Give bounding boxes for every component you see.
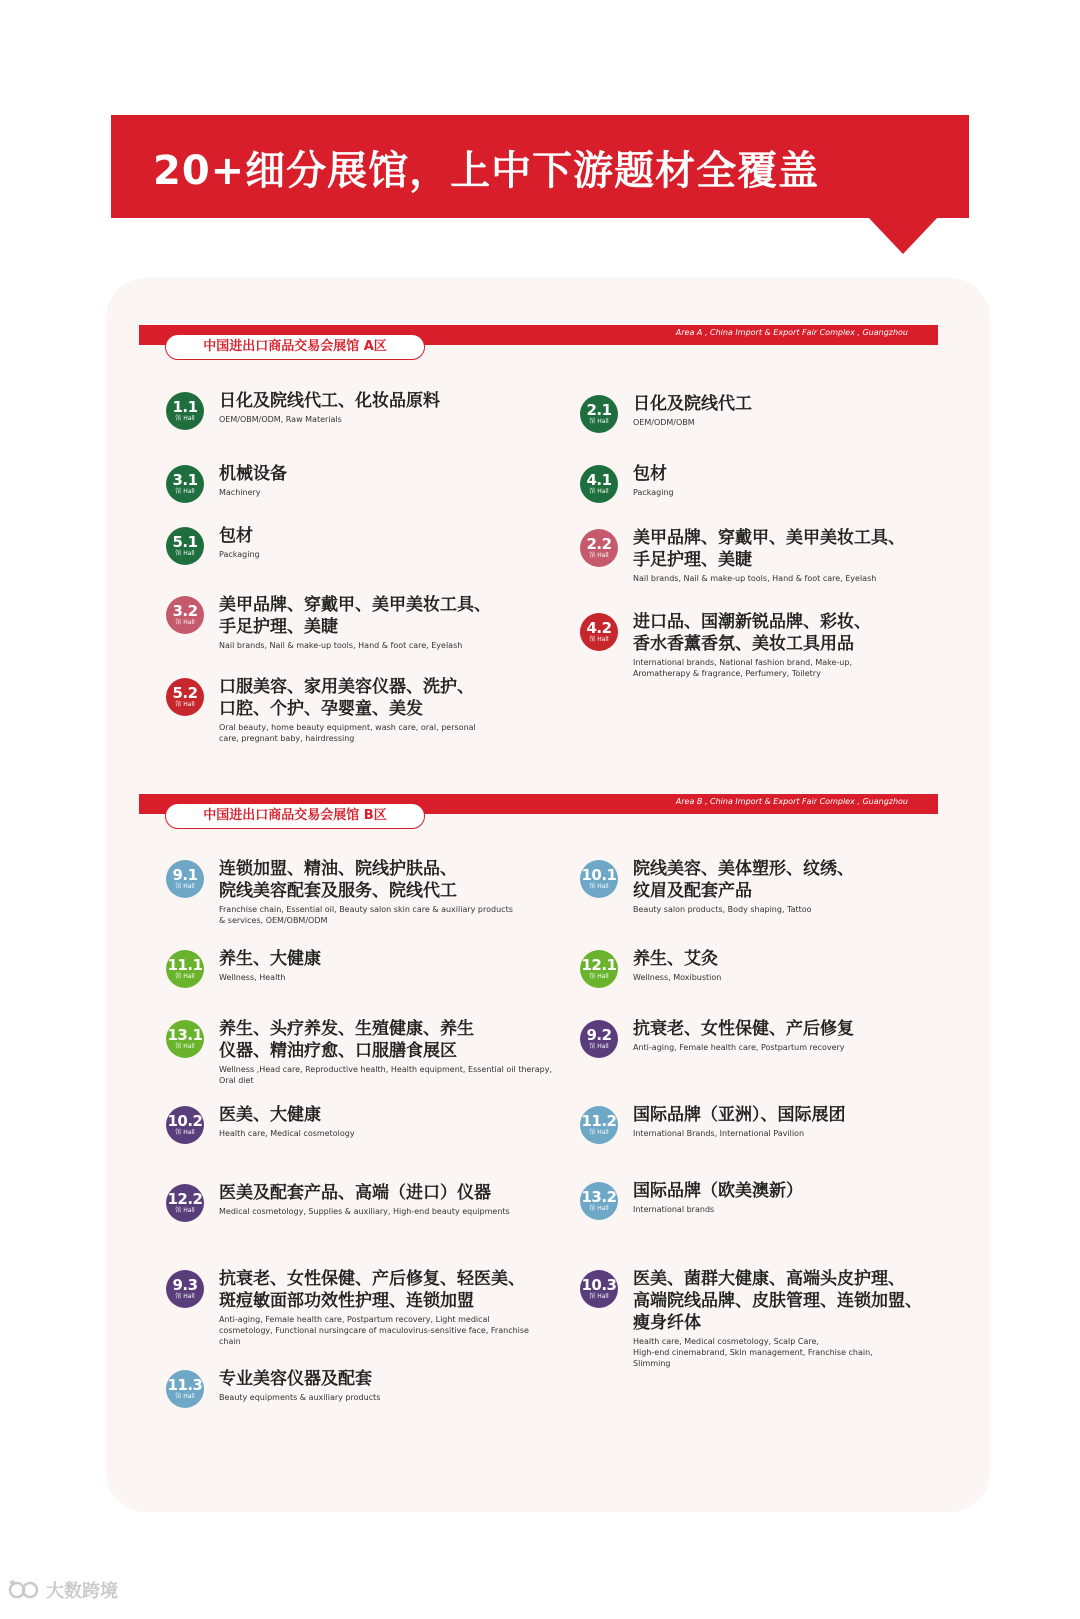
hall-number: 4.1: [586, 470, 612, 489]
hall-number-badge: [580, 860, 618, 898]
hall-number: 2.2: [586, 534, 612, 553]
hall-item: [580, 611, 871, 679]
banner-notch: [868, 217, 938, 254]
hall-number: 11.2: [581, 1111, 617, 1130]
hall-title-zh: 日化及院线代工: [633, 394, 752, 414]
hall-description: [219, 858, 513, 926]
hall-desc-en-line: & services, OEM/OBM/ODM: [219, 916, 328, 925]
hall-desc-en: [219, 414, 440, 425]
hall-desc-en-line: chain: [219, 1337, 241, 1346]
hall-label: 馆 Hall: [589, 882, 609, 890]
hall-desc-en-line: Oral beauty, home beauty equipment, wash care, oral, personal: [219, 723, 476, 732]
watermark: [8, 1577, 118, 1603]
hall-number: 1.1: [172, 397, 198, 416]
hall-number-badge: [580, 465, 618, 503]
hall-number-badge: [166, 1106, 204, 1144]
hall-item: [580, 948, 721, 988]
hall-description: [219, 525, 260, 560]
hall-label: 馆 Hall: [175, 1206, 195, 1214]
hall-title-zh: 医美、菌群大健康、高端头皮护理、: [633, 1269, 905, 1289]
hall-label: 馆 Hall: [175, 1042, 195, 1050]
hall-desc-en: [219, 487, 287, 498]
hall-number-badge: [580, 395, 618, 433]
hall-description: [219, 1182, 510, 1217]
hall-label: 馆 Hall: [589, 417, 609, 425]
watermark-text: 大数跨境: [46, 1581, 118, 1602]
section-a-tab: 中国进出口商品交易会展馆 A区: [165, 334, 425, 360]
hall-desc-en: [219, 972, 321, 983]
hall-desc-en: [219, 722, 476, 744]
hall-number: 9.2: [586, 1025, 612, 1044]
hall-desc-en-line: Oral diet: [219, 1076, 254, 1085]
hall-number-badge: [580, 1020, 618, 1058]
hall-title-zh: 高端院线品牌、皮肤管理、连锁加盟、: [633, 1291, 922, 1311]
hall-title-zh: 连锁加盟、精油、院线护肤品、: [219, 859, 457, 879]
hall-desc-en: [633, 417, 752, 428]
hall-title-zh: 国际品牌（欧美澳新）: [633, 1181, 803, 1201]
hall-desc-en: [219, 640, 491, 651]
hall-number-badge: [580, 529, 618, 567]
hall-desc-en-line: International brands, National fashion brand, Make-up,: [633, 658, 852, 667]
hall-description: [633, 611, 871, 679]
hall-title-zh: 斑痘敏面部功效性护理、连锁加盟: [219, 1291, 474, 1311]
hall-item: [580, 393, 752, 433]
hall-number-badge: [166, 527, 204, 565]
hall-desc-en-line: Medical cosmetology, Supplies & auxiliary, High-end beauty equipments: [219, 1207, 510, 1216]
hall-desc-en: [633, 573, 905, 584]
hall-title-zh: 国际品牌（亚洲）、国际展团: [633, 1105, 846, 1125]
hall-title-zh: 口腔、个护、孕婴童、美发: [219, 699, 423, 719]
hall-desc-en-line: Machinery: [219, 488, 261, 497]
hall-desc-en-line: OEM/ODM/OBM: [633, 418, 695, 427]
hall-desc-en-line: Aromatherapy & fragrance, Perfumery, Toiletry: [633, 669, 821, 678]
hall-desc-en: [219, 1314, 529, 1347]
hall-item: [166, 1182, 510, 1222]
hall-desc-en: [633, 657, 871, 679]
hall-desc-en-line: OEM/OBM/ODM, Raw Materials: [219, 415, 342, 424]
hall-desc-en-line: Health care, Medical cosmetology, Scalp Care,: [633, 1337, 819, 1346]
hall-description: [219, 463, 287, 498]
hall-number: 12.2: [167, 1189, 203, 1208]
hall-number: 9.1: [172, 865, 198, 884]
hall-desc-en-line: Beauty equipments & auxiliary products: [219, 1393, 381, 1402]
hall-desc-en-line: Anti-aging, Female health care, Postpartum recovery, Light medical: [219, 1315, 490, 1324]
hall-title-zh: 养生、头疗养发、生殖健康、养生: [219, 1019, 474, 1039]
hall-desc-en: [633, 1336, 922, 1369]
hall-item: [166, 676, 476, 744]
hall-desc-en: [633, 904, 854, 915]
hall-label: 馆 Hall: [175, 882, 195, 890]
hall-description: [219, 1104, 355, 1139]
hall-number: 2.1: [586, 400, 612, 419]
hall-number: 10.3: [581, 1275, 617, 1294]
hall-desc-en-line: care, pregnant baby, hairdressing: [219, 734, 355, 743]
hall-title-zh: 手足护理、美睫: [633, 550, 752, 570]
hall-label: 馆 Hall: [175, 972, 195, 980]
hall-number: 11.1: [167, 955, 203, 974]
page-title: 20+细分展馆，上中下游题材全覆盖: [153, 148, 820, 194]
hall-desc-en: [219, 1392, 380, 1403]
hall-desc-en-line: Wellness ,Head care, Reproductive health, Health equipment, Essential oil therapy,: [219, 1065, 552, 1074]
hall-number: 5.2: [172, 683, 198, 702]
hall-number: 11.3: [167, 1375, 203, 1394]
hall-number-badge: [166, 392, 204, 430]
hall-item: [580, 463, 674, 503]
hall-title-zh: 仪器、精油疗愈、口服膳食展区: [219, 1041, 457, 1061]
hall-description: [633, 1018, 854, 1053]
hall-label: 馆 Hall: [589, 551, 609, 559]
hall-item: [166, 390, 440, 430]
hall-number: 3.2: [172, 601, 198, 620]
hall-item: [580, 858, 854, 915]
hall-desc-en-line: cosmetology, Functional nursingcare of maculovirus-sensitive face, Franchise: [219, 1326, 529, 1335]
hall-label: 馆 Hall: [175, 549, 195, 557]
hall-desc-en: [633, 1204, 803, 1215]
hall-description: [633, 393, 752, 428]
hall-description: [633, 948, 721, 983]
hall-label: 馆 Hall: [175, 1392, 195, 1400]
hall-number-badge: [166, 860, 204, 898]
hall-number: 9.3: [172, 1275, 198, 1294]
hall-number-badge: [580, 1106, 618, 1144]
hall-title-zh: 香水香薰香氛、美妆工具用品: [633, 634, 854, 654]
hall-item: [166, 1018, 552, 1086]
hall-title-zh: 养生、艾灸: [633, 949, 718, 969]
hall-item: [166, 594, 491, 651]
hall-title-zh: 手足护理、美睫: [219, 617, 338, 637]
hall-number-badge: [580, 950, 618, 988]
hall-title-zh: 口服美容、家用美容仪器、洗护、: [219, 677, 474, 697]
section-a-en: Area A , China Import & Export Fair Complex , Guangzhou: [675, 328, 908, 337]
hall-title-zh: 美甲品牌、穿戴甲、美甲美妆工具、: [219, 595, 491, 615]
hall-number: 13.2: [581, 1187, 617, 1206]
hall-item: [580, 1268, 922, 1369]
hall-label: 馆 Hall: [175, 487, 195, 495]
hall-description: [633, 1180, 803, 1215]
hall-description: [633, 527, 905, 584]
hall-title-zh: 进口品、国潮新锐品牌、彩妆、: [633, 612, 871, 632]
hall-description: [219, 1268, 529, 1347]
hall-label: 馆 Hall: [589, 1128, 609, 1136]
hall-desc-en: [219, 549, 260, 560]
hall-description: [633, 1104, 846, 1139]
hall-desc-en: [633, 1128, 846, 1139]
hall-description: [633, 463, 674, 498]
hall-label: 馆 Hall: [175, 414, 195, 422]
hall-item: [166, 525, 260, 565]
hall-desc-en-line: Slimming: [633, 1359, 671, 1368]
header-banner: [111, 115, 969, 218]
hall-title-zh: 包材: [219, 526, 253, 546]
hall-item: [166, 858, 513, 926]
hall-number-badge: [166, 1370, 204, 1408]
hall-desc-en-line: Wellness, Health: [219, 973, 286, 982]
hall-description: [219, 948, 321, 983]
hall-description: [633, 858, 854, 915]
hall-title-zh: 抗衰老、女性保健、产后修复、轻医美、: [219, 1269, 525, 1289]
hall-label: 馆 Hall: [589, 1042, 609, 1050]
hall-title-zh: 日化及院线代工、化妆品原料: [219, 391, 440, 411]
hall-item: [580, 1180, 803, 1220]
hall-desc-en-line: International Brands, International Pavilion: [633, 1129, 805, 1138]
hall-title-zh: 抗衰老、女性保健、产后修复: [633, 1019, 854, 1039]
hall-description: [219, 676, 476, 744]
hall-item: [166, 1268, 529, 1347]
hall-number: 5.1: [172, 532, 198, 551]
hall-label: 馆 Hall: [175, 700, 195, 708]
hall-item: [166, 1368, 380, 1408]
hall-label: 馆 Hall: [589, 1292, 609, 1300]
hall-number: 4.2: [586, 618, 612, 637]
hall-desc-en-line: Packaging: [633, 488, 674, 497]
hall-number-badge: [166, 1020, 204, 1058]
hall-title-zh: 医美及配套产品、高端（进口）仪器: [219, 1183, 491, 1203]
hall-desc-en-line: Franchise chain, Essential oil, Beauty salon skin care & auxiliary products: [219, 905, 513, 914]
hall-title-zh: 院线美容、美体塑形、纹绣、: [633, 859, 854, 879]
hall-title-zh: 美甲品牌、穿戴甲、美甲美妆工具、: [633, 528, 905, 548]
hall-description: [633, 1268, 922, 1369]
hall-title-zh: 养生、大健康: [219, 949, 321, 969]
hall-number: 3.1: [172, 470, 198, 489]
hall-desc-en: [219, 1206, 510, 1217]
hall-description: [219, 1018, 552, 1086]
hall-desc-en: [219, 1128, 355, 1139]
hall-number-badge: [580, 613, 618, 651]
hall-desc-en-line: High-end cinemabrand, Skin management, Franchise chain,: [633, 1348, 873, 1357]
hall-number-badge: [166, 596, 204, 634]
hall-desc-en-line: Beauty salon products, Body shaping, Tattoo: [633, 905, 812, 914]
hall-label: 馆 Hall: [589, 487, 609, 495]
hall-number: 12.1: [581, 955, 617, 974]
hall-desc-en: [633, 1042, 854, 1053]
hall-desc-en: [633, 972, 721, 983]
watermark-logo-icon: [8, 1579, 42, 1601]
hall-number: 10.1: [581, 865, 617, 884]
hall-desc-en-line: Nail brands, Nail & make-up tools, Hand & foot care, Eyelash: [219, 641, 463, 650]
hall-desc-en-line: International brands: [633, 1205, 715, 1214]
hall-desc-en-line: Packaging: [219, 550, 260, 559]
hall-desc-en-line: Nail brands, Nail & make-up tools, Hand & foot care, Eyelash: [633, 574, 877, 583]
hall-item: [580, 1018, 854, 1058]
hall-title-zh: 包材: [633, 464, 667, 484]
hall-label: 馆 Hall: [589, 1204, 609, 1212]
hall-desc-en-line: Health care, Medical cosmetology: [219, 1129, 355, 1138]
hall-desc-en: [219, 1064, 552, 1086]
hall-label: 馆 Hall: [589, 972, 609, 980]
hall-item: [166, 948, 321, 988]
hall-title-zh: 瘦身纤体: [633, 1313, 701, 1333]
hall-desc-en: [633, 487, 674, 498]
section-b-en: Area B , China Import & Export Fair Complex , Guangzhou: [675, 797, 908, 806]
hall-title-zh: 院线美容配套及服务、院线代工: [219, 881, 457, 901]
hall-desc-en-line: Wellness, Moxibustion: [633, 973, 722, 982]
hall-number-badge: [166, 950, 204, 988]
hall-label: 馆 Hall: [175, 1292, 195, 1300]
hall-item: [580, 527, 905, 584]
hall-number: 10.2: [167, 1111, 203, 1130]
hall-item: [166, 1104, 355, 1144]
hall-description: [219, 1368, 380, 1403]
hall-number-badge: [166, 678, 204, 716]
hall-number-badge: [166, 465, 204, 503]
hall-description: [219, 594, 491, 651]
hall-number-badge: [580, 1270, 618, 1308]
hall-number-badge: [166, 1270, 204, 1308]
hall-desc-en: [219, 904, 513, 926]
hall-item: [580, 1104, 846, 1144]
hall-label: 馆 Hall: [589, 635, 609, 643]
hall-title-zh: 专业美容仪器及配套: [219, 1369, 372, 1389]
section-b-tab: 中国进出口商品交易会展馆 B区: [165, 803, 425, 829]
hall-title-zh: 纹眉及配套产品: [633, 881, 752, 901]
hall-title-zh: 医美、大健康: [219, 1105, 321, 1125]
hall-number-badge: [580, 1182, 618, 1220]
hall-number-badge: [166, 1184, 204, 1222]
hall-label: 馆 Hall: [175, 1128, 195, 1136]
hall-item: [166, 463, 287, 503]
hall-number: 13.1: [167, 1025, 203, 1044]
hall-title-zh: 机械设备: [219, 464, 287, 484]
hall-desc-en-line: Anti-aging, Female health care, Postpartum recovery: [633, 1043, 845, 1052]
hall-label: 馆 Hall: [175, 618, 195, 626]
hall-description: [219, 390, 440, 425]
